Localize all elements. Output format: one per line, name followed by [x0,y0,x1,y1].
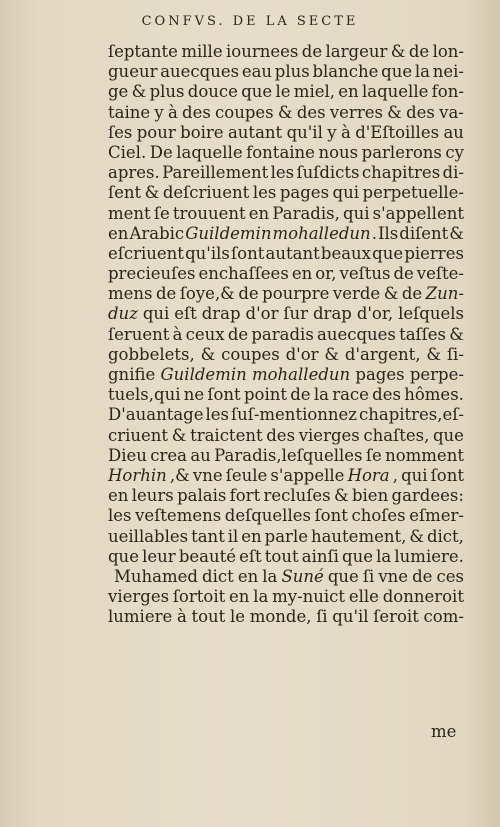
word: auecques [317,324,396,344]
word: gueur [108,62,158,82]
word: leſquels [398,304,464,324]
word: la [262,566,278,586]
word: dict, [426,526,464,546]
word: plus [274,62,310,82]
word: mens [108,284,153,304]
word: D'auantage [108,405,204,425]
word: Ciel. [108,142,147,162]
word: enchaſſees [198,264,289,284]
text-line [108,284,464,304]
text-line [108,42,464,62]
text-line [108,304,464,324]
word: Muhamed [114,566,198,586]
word: my-nuict [272,587,346,607]
word: Dieu [108,445,147,465]
word: iournees [226,42,299,61]
word: que [432,425,464,445]
word: apres. [108,163,160,183]
italic-word: mohalledun [272,223,371,243]
word: parlerons [361,142,442,162]
word: chapitres,eſ- [358,405,464,425]
word: à [340,122,351,142]
word: d'or, [356,304,394,324]
word: Paradis,leſquelles [214,445,363,465]
word: qu'il [332,607,369,627]
word: douce [187,82,238,102]
text-line [108,62,464,82]
word: ſoye,& [179,284,235,304]
word: de [301,42,323,61]
word: elle [348,587,379,607]
text-line [108,547,464,567]
word: en [241,526,262,546]
text-line [108,527,464,547]
word: ge [108,82,129,102]
word: ſi [362,566,375,586]
word: en [108,223,129,243]
italic-word: Hora [347,465,390,485]
text-line [108,426,464,446]
text-line [108,204,464,224]
word: ſeptante [108,42,178,61]
word: ces [436,566,464,586]
word: eau [241,62,273,82]
word: des [406,102,435,122]
word: ſe [153,203,170,223]
text-line [108,325,464,345]
italic-word: Suné [281,566,324,586]
word: lumiere. [394,546,464,566]
word: drap [313,304,352,324]
word: les [252,183,277,203]
word: nei- [432,62,464,82]
text-line [108,183,464,203]
text-line [108,264,464,284]
word: de [393,264,414,284]
word: choſes [351,506,406,526]
word: gardees: [391,486,464,506]
word: & [383,284,399,304]
text-line [108,587,464,607]
word: lon- [432,42,464,61]
word: d'Eſtoilles [355,122,440,142]
word: & [200,344,216,364]
word: criuent [108,425,169,445]
word: fon- [431,82,464,102]
italic-word: duz [108,304,138,324]
word: & [333,486,349,506]
word: de [412,566,433,586]
word: & [324,344,340,364]
word: taſſes [399,324,447,344]
body-text [108,42,464,627]
text-line [108,405,464,425]
italic-word: Horhin [108,465,167,485]
word: de [290,385,311,405]
word: Pareillement [162,163,269,183]
text-line [108,607,464,627]
word: bien [351,486,389,506]
word: de [227,324,249,344]
word: coupes [215,102,274,122]
word: veſtemens [135,506,222,526]
word: ,& [169,465,190,485]
word: Ils [377,223,399,243]
word: nous [318,142,359,162]
text-line [108,446,464,466]
word: miel, [293,82,336,102]
word: pages [279,183,330,203]
word: laquelle [176,142,243,162]
text-line [108,103,464,123]
word: & [449,324,464,344]
word: la [376,546,392,566]
word: beauté [178,546,236,566]
word: paradis [251,324,314,344]
word: s'appelle [270,465,345,485]
text-line [108,365,464,385]
word: race [332,385,369,405]
word: diſent [399,223,449,243]
word: ſeule [225,465,268,485]
text-line [108,224,464,244]
word: & [449,223,464,243]
word: que [372,243,404,263]
word: la [414,62,430,82]
word: d'or [285,344,319,364]
word: chapitres [361,163,441,183]
word: la [253,587,269,607]
word: nomment [385,445,464,465]
italic-word: Guildemin [185,223,272,243]
word: vne [378,566,409,586]
word: leur [142,546,176,566]
text-line [108,163,464,183]
word: à [172,324,183,344]
word: en [291,264,313,284]
word: gnifie [108,365,156,384]
word: y [154,102,164,122]
word: tout [264,546,299,566]
word: pourpre [262,284,330,304]
word: traictent [190,425,263,445]
word: ſur [283,304,309,324]
word: ſuſdicts [296,163,360,183]
word: tuels,qui [108,385,181,405]
word: à [167,102,178,122]
word: autant [265,243,320,263]
word: de [408,42,430,61]
text-line [108,567,464,587]
word: perpe- [409,365,464,384]
word: eſt [174,304,197,324]
word: boire [180,122,224,142]
word: ſeroit [373,607,419,627]
word: ſortoit [172,587,226,607]
word: de [238,284,259,304]
word: au [443,122,464,142]
word: qui [142,304,170,324]
word: pages [355,365,405,384]
word: De [149,142,173,162]
word: pierres [404,243,464,263]
word: veſte- [416,264,464,284]
word: Paradis, [272,203,340,223]
word: ſeruent [108,324,170,344]
word: les [270,163,295,183]
word: ſont [314,506,348,526]
word: & [131,82,147,102]
word: & [387,102,402,122]
word: eſmer- [409,506,464,526]
word: ſi [316,607,328,627]
word: en [108,486,129,506]
word: des [182,102,211,122]
word: , [392,465,398,485]
word: en [338,82,359,102]
word: vne [192,465,223,485]
word: leurs [131,486,174,506]
word: mille [181,42,223,61]
word: cy [445,142,464,162]
word: com- [423,607,464,627]
text-line [108,466,464,486]
word: à [176,607,187,627]
word: va- [439,102,464,122]
word: deſquelles [224,506,311,526]
word: & [144,183,160,203]
word: ſont [231,243,265,263]
word: beaux [320,243,371,263]
word: ainſi [301,546,339,566]
word: en [248,203,270,223]
word: d'or [245,304,279,324]
word: vierges [108,587,170,607]
word: perpetuelle- [362,183,464,203]
text-line [108,82,464,102]
word: tout [191,607,226,627]
word: Arabic [129,223,185,243]
word: palais [177,486,227,506]
text-line [108,486,464,506]
word: parle [264,526,308,546]
word: di- [442,163,464,183]
word: de [156,284,177,304]
word: ſent [108,183,142,203]
word: hautement, [310,526,407,546]
word: des [372,385,401,405]
word: & [426,344,442,364]
word: plus [149,82,185,102]
word: d'argent, [344,344,421,364]
word: point [243,385,287,405]
word: & [390,42,406,61]
word: gobbelets, [108,344,195,364]
word: lumiere [108,607,173,627]
text-line [108,143,464,163]
word: qui [401,465,428,485]
word: le [229,607,246,627]
word: il [227,526,239,546]
word: eſt [239,546,262,566]
word: ceux [185,324,225,344]
text-line [108,385,464,405]
word: autant [227,122,283,142]
word: crea [150,445,187,465]
word: laquelle [361,82,429,102]
word: auecques [160,62,240,82]
italic-word: Guildemin [160,365,247,384]
word: vierges [298,425,360,445]
word: ſuſ-mentionnez [230,405,357,425]
word: . [371,223,377,243]
word: de [401,284,423,304]
word: blanche [312,62,379,82]
word: pour [136,122,176,142]
word: drap [201,304,241,324]
word: chaſtes, [363,425,430,445]
word: fontaine [246,142,315,162]
catchword: me [431,722,457,741]
word: y [327,122,337,142]
word: fort [229,486,261,506]
word: ſont [430,465,464,485]
word: recluſes [263,486,331,506]
running-head: CONFVS. DE LA SECTE [141,14,359,29]
word: que [241,82,273,102]
word: s'appellent [372,203,464,223]
word: des [296,102,326,122]
word: qui [332,183,360,203]
word: ſe [365,445,382,465]
word: trouuent [172,203,246,223]
word: deſcriuent [162,183,250,203]
word: ſi- [446,344,464,364]
word: qui [343,203,370,223]
text-line [108,244,464,264]
word: monde, [249,607,312,627]
word: verde [332,284,381,304]
word: ſont [207,385,241,405]
word: que [327,566,359,586]
word: qu'ils [185,243,230,263]
word: ment [108,203,151,223]
word: coupes [221,344,280,364]
word: la [313,385,329,405]
word: dict [202,566,234,586]
word: ne [183,385,205,405]
word: que [342,546,373,566]
italic-word: mohalledun [251,365,351,384]
word: que [381,62,413,82]
text-line [108,123,464,143]
word: que [108,546,139,566]
word: precieuſes [108,264,196,284]
word: hômes. [404,385,464,405]
word: ueillables [108,526,189,546]
word: qu'il [286,122,323,142]
text-line [108,345,464,365]
word: des [266,425,296,445]
word: donneroit [382,587,464,607]
word: & [171,425,187,445]
word: or, [315,264,337,284]
word: & [277,102,293,122]
word: en [229,587,250,607]
word: les [108,506,132,526]
word: le [275,82,291,102]
word: veſtus [339,264,391,284]
italic-word: Zun- [425,284,464,304]
word: les [205,405,229,425]
word: & [409,526,424,546]
word: en [237,566,259,586]
word: eſcriuent [108,243,184,263]
word: verres [329,102,383,122]
text-line [108,506,464,526]
word: taine [108,102,151,122]
word: au [190,445,211,465]
word: ſes [108,122,133,142]
word: tant [191,526,225,546]
word: largeur [325,42,388,61]
